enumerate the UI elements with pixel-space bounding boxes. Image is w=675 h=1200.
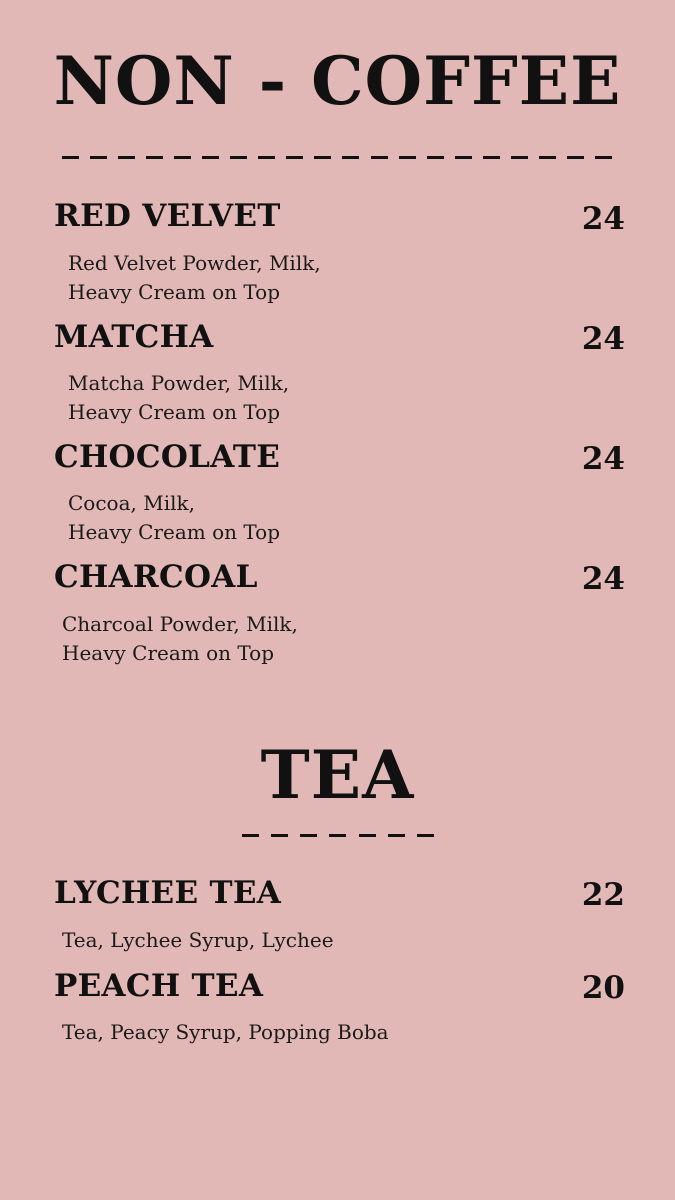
item-name: CHARCOAL xyxy=(54,559,258,595)
item-description-line: Tea, Lychee Syrup, Lychee xyxy=(62,928,334,952)
item-description-line: Heavy Cream on Top xyxy=(68,520,281,544)
item-price: 24 xyxy=(581,561,625,597)
item-name: LYCHEE TEA xyxy=(54,875,282,911)
item-description-line: Cocoa, Milk, xyxy=(68,491,195,515)
item-description-line: Tea, Peacy Syrup, Popping Boba xyxy=(62,1020,389,1044)
item-description xyxy=(68,489,280,547)
item-description-line: Heavy Cream on Top xyxy=(62,641,275,665)
item-description xyxy=(62,610,298,668)
item-name: PEACH TEA xyxy=(54,968,264,1004)
section-title-tea: TEA xyxy=(260,736,415,814)
item-description-line: Matcha Powder, Milk, xyxy=(68,371,290,395)
item-name: CHOCOLATE xyxy=(54,439,281,475)
section-divider xyxy=(62,156,612,159)
item-description-line: Red Velvet Powder, Milk, xyxy=(68,251,321,275)
item-description-line: Heavy Cream on Top xyxy=(68,280,281,304)
item-description xyxy=(68,369,289,427)
item-name: RED VELVET xyxy=(54,198,281,234)
section-title-non-coffee: NON - COFFEE xyxy=(53,42,622,120)
item-price: 22 xyxy=(581,877,625,913)
section-divider xyxy=(242,834,434,837)
item-description xyxy=(68,249,321,307)
item-name: MATCHA xyxy=(54,319,214,355)
item-price: 24 xyxy=(581,201,625,237)
item-price: 20 xyxy=(581,970,625,1006)
item-price: 24 xyxy=(581,321,625,357)
item-price: 24 xyxy=(581,441,625,477)
item-description-line: Charcoal Powder, Milk, xyxy=(62,612,298,636)
item-description-line: Heavy Cream on Top xyxy=(68,400,281,424)
item-description xyxy=(62,1018,389,1047)
item-description xyxy=(62,926,334,955)
